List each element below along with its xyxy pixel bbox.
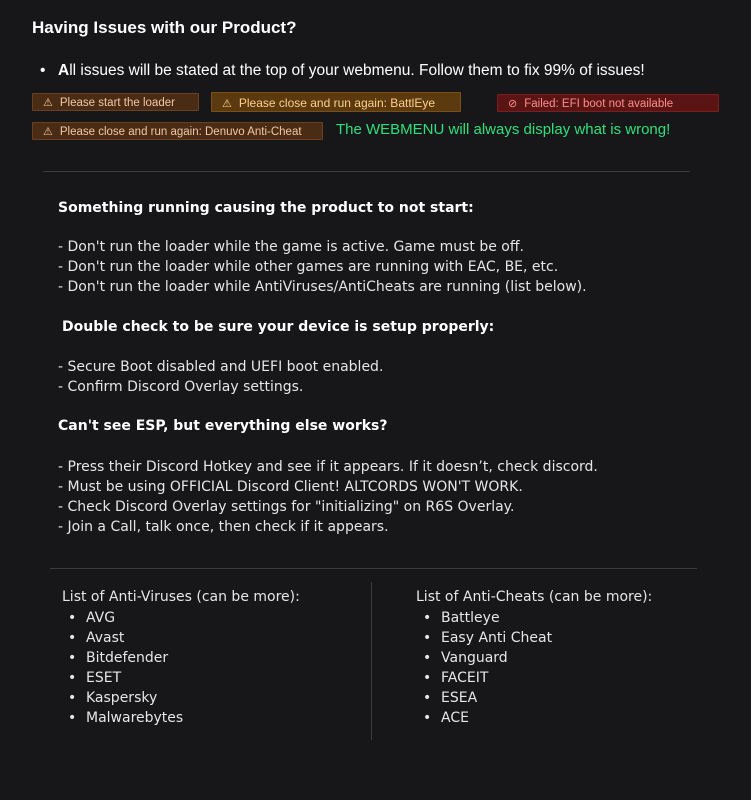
anticheat-list-title: List of Anti-Cheats (can be more): xyxy=(416,589,653,605)
list-item: • ACE xyxy=(423,708,552,728)
section-heading-device-setup: Double check to be sure your device is setup properly: xyxy=(62,319,495,335)
list-item: • Vanguard xyxy=(423,648,552,668)
section-lines-esp xyxy=(58,457,598,537)
list-item: • FACEIT xyxy=(423,668,552,688)
bullet-glyph: • xyxy=(40,62,46,79)
list-item: • Easy Anti Cheat xyxy=(423,628,552,648)
list-item: - Join a Call, talk once, then check if it appears. xyxy=(58,519,389,535)
intro-first-letter: A xyxy=(58,62,70,79)
badge-label: Please close and run again: BattlEye xyxy=(238,96,435,110)
list-item: • Bitdefender xyxy=(68,648,183,668)
intro-bullet-item xyxy=(40,62,645,80)
list-item: - Check Discord Overlay settings for "initializing" on R6S Overlay. xyxy=(58,499,515,515)
error-circle-icon: ⊘ xyxy=(508,98,518,110)
list-item: - Press their Discord Hotkey and see if it appears. If it doesn’t, check discord. xyxy=(58,459,598,475)
badge-label: Please start the loader xyxy=(59,97,175,109)
list-item: - Confirm Discord Overlay settings. xyxy=(58,379,304,395)
status-badge-start-loader xyxy=(32,93,199,111)
warning-icon: ⚠ xyxy=(43,97,53,109)
badge-label: Failed: EFI boot not available xyxy=(524,98,674,110)
list-item: • Battleye xyxy=(423,608,552,628)
intro-text: ll issues will be stated at the top of your webmenu. Follow them to fix 99% of issues! xyxy=(69,62,645,79)
list-item: • AVG xyxy=(68,608,183,628)
section-lines-device-setup xyxy=(58,357,383,397)
list-item: • ESET xyxy=(68,668,183,688)
list-item: • Kaspersky xyxy=(68,688,183,708)
list-item: • Malwarebytes xyxy=(68,708,183,728)
warning-icon: ⚠ xyxy=(43,126,53,138)
antivirus-list xyxy=(68,608,183,728)
section-heading-esp: Can't see ESP, but everything else works? xyxy=(58,418,388,434)
list-item: • ESEA xyxy=(423,688,552,708)
section-heading-not-start: Something running causing the product to not start: xyxy=(58,200,474,216)
antivirus-list-title: List of Anti-Viruses (can be more): xyxy=(62,589,300,605)
list-item: - Don't run the loader while other games are running with EAC, BE, etc. xyxy=(58,259,559,275)
divider-bottom xyxy=(50,568,697,569)
column-divider xyxy=(371,582,372,740)
page-title: Having Issues with our Product? xyxy=(32,18,297,37)
divider-top xyxy=(43,171,690,172)
section-lines-not-start xyxy=(58,237,587,297)
webmenu-note: The WEBMENU will always display what is wrong! xyxy=(336,121,671,138)
status-badge-battleye xyxy=(211,92,461,112)
list-item: - Don't run the loader while the game is active. Game must be off. xyxy=(58,239,524,255)
list-item: - Secure Boot disabled and UEFI boot enabled. xyxy=(58,359,384,375)
warning-icon: ⚠ xyxy=(222,98,232,110)
status-badge-efi-error xyxy=(497,94,719,112)
badge-label: Please close and run again: Denuvo Anti-Cheat xyxy=(59,126,302,138)
list-item: • Avast xyxy=(68,628,183,648)
list-item: - Must be using OFFICIAL Discord Client! ALTCORDS WON'T WORK. xyxy=(58,479,523,495)
anticheat-list xyxy=(423,608,552,728)
list-item: - Don't run the loader while AntiViruses/AntiCheats are running (list below). xyxy=(58,279,587,295)
status-badge-denuvo xyxy=(32,122,323,140)
